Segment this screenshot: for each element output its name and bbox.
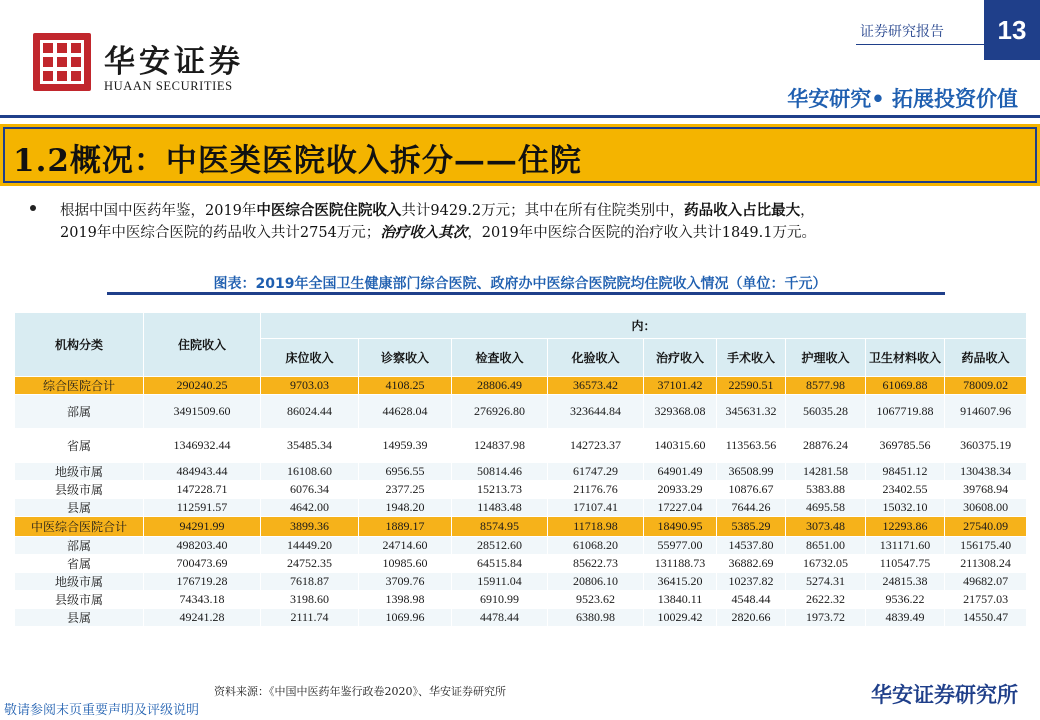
table-cell: 484943.44 [144,463,261,481]
table-cell: 112591.57 [144,499,261,517]
table-cell: 8577.98 [786,377,866,395]
table-cell: 5385.29 [717,517,786,537]
table-cell: 37101.42 [644,377,717,395]
table-cell: 14550.47 [945,609,1027,627]
header-surgery: 手术收入 [717,339,786,377]
table-cell: 329368.08 [644,395,717,429]
table-cell: 24752.35 [261,555,359,573]
bullet-emphasis: 药品收入占比最大 [684,202,801,219]
table-cell: 276926.80 [452,395,548,429]
table-cell: 9703.03 [261,377,359,395]
table-cell: 35485.34 [261,429,359,463]
table-cell: 11718.98 [548,517,644,537]
table-cell: 61068.20 [548,537,644,555]
footer-brand: 华安证券研究所 [871,683,1018,707]
table-cell: 10876.67 [717,481,786,499]
table-cell: 23402.55 [866,481,945,499]
logo-bar [53,43,57,81]
table-cell: 4695.58 [786,499,866,517]
table-cell: 2111.74 [261,609,359,627]
table-cell: 176719.28 [144,573,261,591]
table-cell: 20806.10 [548,573,644,591]
table-cell: 15213.73 [452,481,548,499]
table-cell: 9523.62 [548,591,644,609]
logo-bar [67,43,71,81]
table-cell: 211308.24 [945,555,1027,573]
table-cell: 4839.49 [866,609,945,627]
table-cell: 28512.60 [452,537,548,555]
source-note: 资料来源：《中国中医药年鉴行政卷2020》、华安证券研究所 [214,685,506,698]
table-cell: 28806.49 [452,377,548,395]
slogan: 华安研究• 拓展投资价值 [787,87,1018,111]
table-cell: 39768.94 [945,481,1027,499]
table-cell: 49241.28 [144,609,261,627]
table-cell: 15032.10 [866,499,945,517]
table-cell: 44628.04 [359,395,452,429]
table-cell: 17227.04 [644,499,717,517]
table-cell: 12293.86 [866,517,945,537]
bullet-text: 共计9429.2万元；其中在所有住院类别中， [401,203,685,219]
bullet-line-1 [60,199,815,220]
table-cell: 49682.07 [945,573,1027,591]
table-cell: 36573.42 [548,377,644,395]
table-cell: 14281.58 [786,463,866,481]
table-cell: 20933.29 [644,481,717,499]
table-cell: 21757.03 [945,591,1027,609]
table-cell: 8574.95 [452,517,548,537]
logo-mark [33,33,91,91]
table-cell: 55977.00 [644,537,717,555]
header-rule [856,44,984,45]
table-cell: 323644.84 [548,395,644,429]
table-cell: 2820.66 [717,609,786,627]
table-cell: 140315.60 [644,429,717,463]
page-number: 13 [984,0,1040,60]
table-body [15,377,1027,627]
table-row [15,377,1027,395]
bullet-text: ，2019年中医综合医院的治疗收入共计1849.1万元。 [467,225,816,241]
page-title: 1.2概况：中医类医院收入拆分——住院 [13,143,582,179]
header-treatment: 治疗收入 [644,339,717,377]
table-cell: 36508.99 [717,463,786,481]
table-row [15,481,1027,499]
header-exam: 检查收入 [452,339,548,377]
row-category: 中医综合医院合计 [15,517,144,537]
table-cell: 113563.56 [717,429,786,463]
row-category: 综合医院合计 [15,377,144,395]
header-of-which: 内： [261,313,1027,339]
table-cell: 5383.88 [786,481,866,499]
header-diagnosis: 诊察收入 [359,339,452,377]
table-cell: 14449.20 [261,537,359,555]
table-cell: 124837.98 [452,429,548,463]
table-cell: 3899.36 [261,517,359,537]
logo-text-cn: 华安证券 [104,44,244,80]
table-cell: 7644.26 [717,499,786,517]
table-cell: 1398.98 [359,591,452,609]
table-cell: 2622.32 [786,591,866,609]
revenue-table [14,312,1027,627]
header-category: 机构分类 [15,313,144,377]
table-cell: 61069.88 [866,377,945,395]
table-cell: 6910.99 [452,591,548,609]
table-cell: 36882.69 [717,555,786,573]
table-cell: 4478.44 [452,609,548,627]
header-inpatient: 住院收入 [144,313,261,377]
table-cell: 7618.87 [261,573,359,591]
table-row [15,573,1027,591]
table-cell: 1067719.88 [866,395,945,429]
table-cell: 27540.09 [945,517,1027,537]
table-cell: 61747.29 [548,463,644,481]
table-cell: 17107.41 [548,499,644,517]
logo-bar [43,53,81,57]
table-cell: 24815.38 [866,573,945,591]
table-cell: 98451.12 [866,463,945,481]
bullet-text: 根据中国中医药年鉴，2019年 [60,203,257,219]
table-row [15,609,1027,627]
title-frame [3,127,1037,183]
table-cell: 74343.18 [144,591,261,609]
table-cell: 56035.28 [786,395,866,429]
table-cell: 13840.11 [644,591,717,609]
table-cell: 156175.40 [945,537,1027,555]
table-cell: 6076.34 [261,481,359,499]
report-label: 证券研究报告 [860,24,944,40]
row-category: 省属 [15,429,144,463]
table-cell: 1346932.44 [144,429,261,463]
table-caption: 图表：2019年全国卫生健康部门综合医院、政府办中医综合医院院均住院收入情况（单位：千元） [213,276,827,292]
header-drugs: 药品收入 [945,339,1027,377]
logo-bar [43,67,81,71]
table-row [15,429,1027,463]
table-cell: 85622.73 [548,555,644,573]
table-cell: 360375.19 [945,429,1027,463]
caption-rule [107,292,945,295]
table-cell: 14537.80 [717,537,786,555]
table-cell: 1948.20 [359,499,452,517]
table-cell: 64901.49 [644,463,717,481]
table-cell: 498203.40 [144,537,261,555]
table-row [15,555,1027,573]
table-cell: 8651.00 [786,537,866,555]
table-cell: 36415.20 [644,573,717,591]
table-cell: 14959.39 [359,429,452,463]
table-cell: 1069.96 [359,609,452,627]
table-cell: 15911.04 [452,573,548,591]
table-cell: 86024.44 [261,395,359,429]
row-category: 县属 [15,609,144,627]
bullet-line-2 [60,221,816,242]
table-cell: 6956.55 [359,463,452,481]
table-row [15,499,1027,517]
bullet-icon [30,205,36,211]
header-divider [0,115,1040,118]
table-cell: 28876.24 [786,429,866,463]
table-cell: 110547.75 [866,555,945,573]
bullet-text: 2019年中医综合医院的药品收入共计2754万元； [60,225,381,241]
table-cell: 9536.22 [866,591,945,609]
table-cell: 147228.71 [144,481,261,499]
table-cell: 10237.82 [717,573,786,591]
bullet-emphasis: 中医综合医院住院收入 [256,202,402,219]
table-cell: 130438.34 [945,463,1027,481]
table-row [15,517,1027,537]
table-cell: 4642.00 [261,499,359,517]
table-cell: 24714.60 [359,537,452,555]
row-category: 部属 [15,537,144,555]
table-cell: 2377.25 [359,481,452,499]
header-lab: 化验收入 [548,339,644,377]
bullet-text: ， [800,203,815,219]
table-row [15,591,1027,609]
table-cell: 1973.72 [786,609,866,627]
table-cell: 10985.60 [359,555,452,573]
table-cell: 21176.76 [548,481,644,499]
header-nursing: 护理收入 [786,339,866,377]
table-cell: 131171.60 [866,537,945,555]
table-cell: 1889.17 [359,517,452,537]
table-row [15,537,1027,555]
row-category: 县级市属 [15,481,144,499]
row-category: 省属 [15,555,144,573]
table-cell: 50814.46 [452,463,548,481]
row-category: 部属 [15,395,144,429]
table-cell: 16108.60 [261,463,359,481]
table-cell: 700473.69 [144,555,261,573]
table-cell: 3709.76 [359,573,452,591]
table-cell: 11483.48 [452,499,548,517]
table-cell: 142723.37 [548,429,644,463]
table-cell: 369785.56 [866,429,945,463]
table-row [15,463,1027,481]
table-cell: 131188.73 [644,555,717,573]
table-cell: 4548.44 [717,591,786,609]
table-cell: 64515.84 [452,555,548,573]
header-materials: 卫生材料收入 [866,339,945,377]
table-cell: 10029.42 [644,609,717,627]
bullet-emphasis: 治疗收入其次 [380,224,468,241]
header-bed: 床位收入 [261,339,359,377]
title-bar [0,124,1040,186]
table-cell: 6380.98 [548,609,644,627]
row-category: 县级市属 [15,591,144,609]
row-category: 地级市属 [15,463,144,481]
table-cell: 3198.60 [261,591,359,609]
table-cell: 4108.25 [359,377,452,395]
logo-ring [40,40,84,84]
table-cell: 914607.96 [945,395,1027,429]
row-category: 县属 [15,499,144,517]
table-row [15,395,1027,429]
table-cell: 5274.31 [786,573,866,591]
row-category: 地级市属 [15,573,144,591]
table-cell: 3073.48 [786,517,866,537]
table-cell: 3491509.60 [144,395,261,429]
table-cell: 94291.99 [144,517,261,537]
logo-text-en: HUAAN SECURITIES [104,79,233,93]
table-cell: 18490.95 [644,517,717,537]
table-cell: 16732.05 [786,555,866,573]
disclaimer-link[interactable]: 敬请参阅末页重要声明及评级说明 [4,703,200,718]
table-cell: 290240.25 [144,377,261,395]
table-cell: 22590.51 [717,377,786,395]
table-cell: 345631.32 [717,395,786,429]
table-cell: 78009.02 [945,377,1027,395]
table-cell: 30608.00 [945,499,1027,517]
